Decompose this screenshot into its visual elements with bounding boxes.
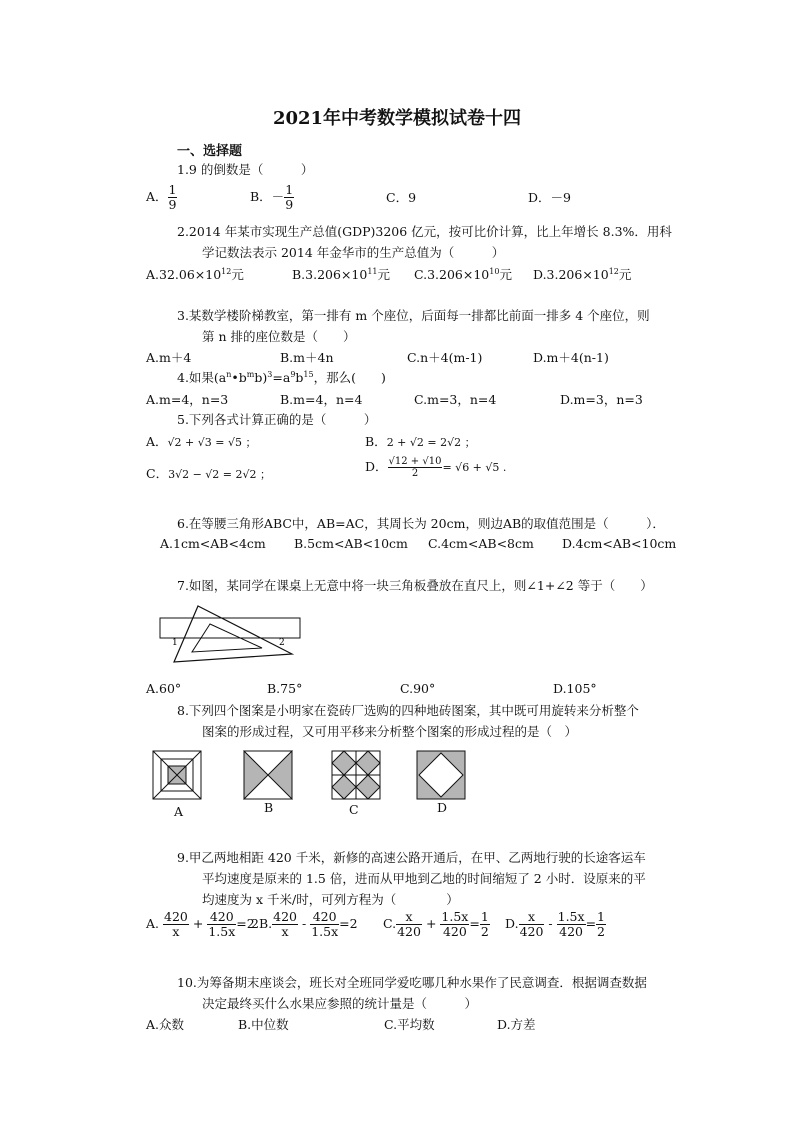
q3-option-a: A.m＋4	[146, 350, 192, 365]
q4-option-a: A.m=4，n=3	[146, 392, 229, 407]
tile-pattern-c	[331, 750, 381, 800]
question-10-stem-line2: 决定最终买什么水果应参照的统计量是（ ）	[202, 996, 478, 1011]
q3-option-b: B.m＋4n	[280, 350, 334, 365]
q4-option-b: B.m=4，n=4	[280, 392, 363, 407]
q6-option-a: A.1cm<AB<4cm	[160, 536, 266, 551]
q5-option-b: B．2 + √2 = 2√2 ；	[365, 434, 476, 449]
q2-option-c: $C.3.206\times 10^{10}$元	[414, 266, 512, 282]
question-1-stem: 1.9 的倒数是（ ）	[177, 162, 314, 177]
q1-option-c: C．9	[386, 190, 417, 205]
triangle-outer	[174, 606, 292, 662]
question-3-stem-line2: 第 n 排的座位数是（ ）	[202, 329, 356, 344]
page-title: 2021年中考数学模拟试卷十四	[272, 108, 522, 129]
q1-option-b: B．－ $\frac{1}{9}$	[250, 182, 294, 212]
q1-option-a: A． $\frac{1}{9}$	[146, 182, 177, 212]
q10-option-c: C.平均数	[384, 1017, 435, 1032]
question-2-stem-line1: 2.2014 年某市实现生产总值(GDP)3206 亿元，按可比价计算，比上年增长 8.3%．用科	[177, 224, 672, 239]
q10-option-b: B.中位数	[238, 1017, 289, 1032]
q2-option-b: $B.3.206\times 10^{11}$元	[292, 266, 391, 282]
question-2-stem-line2: 学记数法表示 2014 年金华市的生产总值为（ ）	[202, 245, 505, 260]
question-8-stem-line2: 图案的形成过程，又可用平移来分析整个图案的形成过程的是（ ）	[202, 724, 578, 739]
question-7-stem: 7.如图，某同学在课桌上无意中将一块三角板叠放在直尺上，则∠1+∠2 等于（ ）	[177, 578, 653, 593]
q4-option-c: C.m=3，n=4	[414, 392, 497, 407]
q7-option-c: C.90°	[400, 681, 436, 696]
q3-option-c: C.n＋4(m-1)	[407, 350, 483, 365]
section-heading: 一、选择题	[177, 144, 243, 159]
tile-label-a: A	[174, 804, 184, 819]
q7-option-a: A.60°	[146, 681, 182, 696]
angle-2-label: 2	[279, 638, 285, 648]
q4-option-d: D.m=3，n=3	[560, 392, 643, 407]
q10-option-d: D.方差	[497, 1017, 536, 1032]
q10-option-a: A.众数	[146, 1017, 185, 1032]
q1-option-d: D．－9	[528, 190, 571, 205]
question-8-stem-line1: 8.下列四个图案是小明家在瓷砖厂选购的四种地砖图案，其中既可用旋转来分析整个	[177, 703, 639, 718]
ruler	[160, 618, 300, 638]
q6-option-b: B.5cm<AB<10cm	[294, 536, 408, 551]
question-9-stem-line2: 平均速度是原来的 1.5 倍，进而从甲地到乙地的时间缩短了 2 小时．设原来的平	[202, 871, 646, 886]
q6-option-d: D.4cm<AB<10cm	[562, 536, 677, 551]
tile-pattern-d	[416, 750, 466, 800]
question-9-stem-line1: 9.甲乙两地相距 420 千米，新修的高速公路开通后，在甲、乙两地行驶的长途客运车	[177, 850, 646, 865]
q9-option-d: D. $\frac{x}{420}$ - $\frac{1.5x}{420}$ = $\frac{1}{2}$	[505, 909, 605, 939]
tile-label-b: B	[264, 800, 274, 815]
question-6-stem: 6.在等腰三角形ABC中，AB=AC，其周长为 20cm，则边AB的取值范围是（ ）．	[177, 516, 665, 531]
tile-pattern-a	[152, 750, 202, 800]
q3-option-d: D.m＋4(n-1)	[533, 350, 609, 365]
question-3-stem-line1: 3.某数学楼阶梯教室，第一排有 m 个座位，后面每一排都比前面一排多 4 个座位，则	[177, 308, 650, 323]
tile-pattern-b	[243, 750, 293, 800]
q9-option-b: 2B. $\frac{420}{x}$ - $\frac{420}{1.5x}$ =2	[251, 909, 358, 939]
q6-option-c: C.4cm<AB<8cm	[428, 536, 534, 551]
question-4-stem: 4.如果$(a^n•b^mb)^3=a^9b^{15}$，那么( )	[177, 369, 386, 385]
q5-option-d: D． $\frac{√12 + √10}{2}$ = √6 + √5 .	[365, 456, 507, 479]
q5-option-a: A．√2 + √3 = √5 ；	[146, 434, 257, 449]
angle-1-label: 1	[172, 638, 178, 648]
q7-option-d: D.105°	[553, 681, 597, 696]
q9-option-a: A. $\frac{420}{x}$ + $\frac{420}{1.5x}$ =2	[146, 909, 255, 939]
question-5-stem: 5.下列各式计算正确的是（ ）	[177, 412, 377, 427]
tile-label-c: C	[349, 802, 359, 817]
q2-option-a: $A.32.06\times 10^{12}$元	[146, 266, 244, 282]
tile-label-d: D	[437, 800, 448, 815]
question-9-stem-line3: 均速度为 x 千米/时，可列方程为（ ）	[202, 892, 459, 907]
q7-option-b: B.75°	[267, 681, 303, 696]
ruler-triangle-figure	[150, 598, 310, 668]
q9-option-c: C. $\frac{x}{420}$ + $\frac{1.5x}{420}$ = $\frac{1}{2}$	[383, 909, 489, 939]
q2-option-d: $D.3.206\times 10^{12}$元	[533, 266, 632, 282]
question-10-stem-line1: 10.为筹备期末座谈会，班长对全班同学爱吃哪几种水果作了民意调查．根据调查数据	[177, 975, 647, 990]
q5-option-c: C．3√2 − √2 = 2√2 ；	[146, 466, 272, 481]
